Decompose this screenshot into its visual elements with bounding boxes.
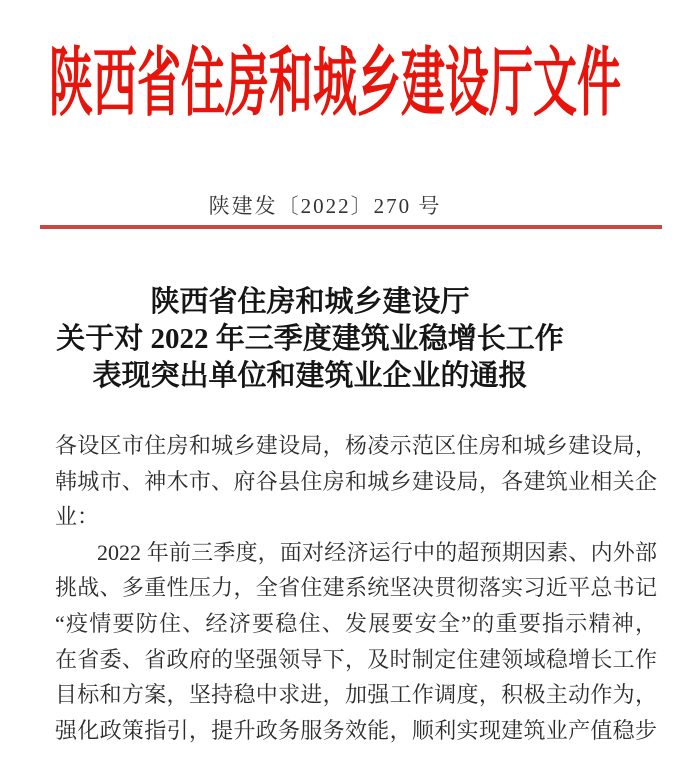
body-line: 强化政策指引，提升政务服务效能，顺利实现建筑业产值稳步 — [55, 717, 657, 743]
body-line: 目标和方案，坚持稳中求进，加强工作调度，积极主动作为， — [55, 682, 657, 708]
document-title-line-2: 关于对 2022 年三季度建筑业稳增长工作 — [56, 323, 564, 355]
document-banner-title: 陕西省住房和城乡建设厅文件 — [49, 42, 621, 126]
body-line: 韩城市、神木市、府谷县住房和城乡建设局，各建筑业相关企 — [55, 468, 657, 494]
body-line: 挑战、多重性压力，全省住建系统坚决贯彻落实习近平总书记 — [55, 575, 657, 601]
body-line: 各设区市住房和城乡建设局，杨凌示范区住房和城乡建设局， — [55, 433, 657, 458]
document-body — [55, 428, 657, 748]
red-separator-line — [40, 225, 662, 229]
body-line: 在省委、省政府的坚强领导下，及时制定住建领域稳增长工作 — [55, 646, 657, 672]
document-number: 陕建发〔2022〕270 号 — [208, 194, 442, 218]
document-title — [0, 284, 620, 395]
document-title-line-3: 表现突出单位和建筑业企业的通报 — [92, 360, 528, 392]
document-title-line-1: 陕西省住房和城乡建设厅 — [150, 286, 470, 318]
body-line: “疫情要防住、经济要稳住、发展要安全”的重要指示精神， — [55, 610, 657, 636]
body-line: 2022 年前三季度，面对经济运行中的超预期因素、内外部 — [97, 539, 657, 565]
body-line: 业： — [55, 504, 100, 530]
